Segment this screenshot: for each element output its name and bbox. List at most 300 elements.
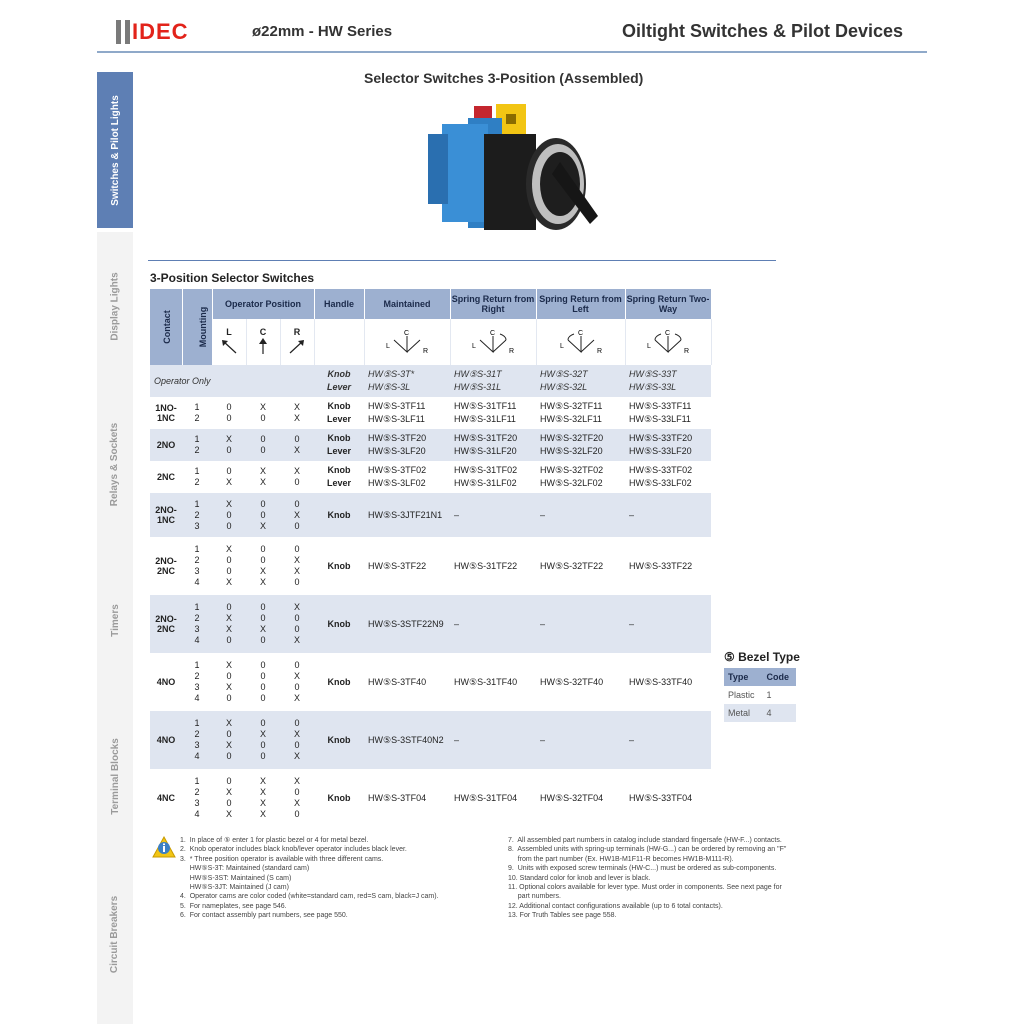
- mounting-cell: [182, 493, 212, 537]
- R-value: 0: [294, 544, 300, 554]
- L-value: X: [225, 544, 232, 554]
- R-value: X: [293, 509, 300, 520]
- col-spring-right: Spring Return from Right: [450, 289, 536, 319]
- handle-cell: [314, 493, 364, 537]
- R-value: 0: [294, 577, 300, 587]
- spring-left-cell: [536, 461, 625, 493]
- note-line: 2. Knob operator includes black knob/lever operator includes black lever.: [180, 846, 407, 854]
- L-value: 0: [226, 751, 232, 761]
- pos-c-cell: [246, 653, 280, 711]
- C-value: 0: [260, 718, 266, 728]
- svg-text:C: C: [404, 330, 410, 337]
- mounting-value: 3: [194, 520, 200, 531]
- col-spring-left: Spring Return from Left: [536, 289, 625, 319]
- spring-two-cell: HW⑤S-33T HW⑤S-33L: [625, 365, 711, 397]
- C-value: 0: [260, 635, 266, 645]
- note-line: 3. * Three position operator is available with three different cams.: [180, 855, 384, 863]
- C-value: 0: [260, 613, 266, 623]
- spring_left-value: HW⑤S-32LF20: [540, 446, 603, 456]
- spring_right-value: HW⑤S-31TF40: [454, 676, 518, 687]
- spring-two-cell: [625, 653, 711, 711]
- mounting-value: 2: [194, 413, 200, 423]
- note-line: HW⑤S-3ST: Maintained (S cam): [180, 874, 292, 882]
- bezel-type-cell: Metal: [724, 704, 763, 722]
- svg-text:L: L: [647, 343, 651, 350]
- mounting-value: 3: [194, 566, 200, 576]
- R-value: 0: [294, 624, 300, 634]
- mounting-value: 1: [194, 602, 200, 612]
- spring-two-cell: [625, 493, 711, 537]
- R-value: X: [293, 798, 300, 808]
- L-value: X: [225, 434, 232, 444]
- mounting-value: 4: [194, 809, 200, 819]
- spring-two-cell: [625, 461, 711, 493]
- notes-right: [508, 836, 828, 921]
- svg-text:C: C: [577, 330, 583, 337]
- note-line: HW⑤S-3T: Maintained (standard cam): [180, 865, 310, 873]
- side-tab-label: Timers: [109, 603, 121, 637]
- spring-right-cell: [450, 769, 536, 827]
- side-tab-label: Relays & Sockets: [109, 422, 121, 506]
- side-tab-switches[interactable]: [97, 72, 133, 228]
- R-value: X: [293, 566, 300, 576]
- handle-cell: [314, 711, 364, 769]
- svg-text:C: C: [665, 330, 671, 337]
- R-value: X: [293, 445, 300, 455]
- handle-cell: [314, 461, 364, 493]
- diagram-spring-right: [450, 319, 536, 365]
- handle-cell: [314, 397, 364, 429]
- spring-right-cell: [450, 461, 536, 493]
- mounting-value: 2: [194, 477, 200, 487]
- brand-name: IDEC: [132, 19, 189, 44]
- maintained-value: HW⑤S-3STF22N9: [368, 618, 444, 629]
- pos-c-cell: [246, 461, 280, 493]
- product-photo: [422, 104, 632, 242]
- handles-value: Knob: [327, 560, 351, 571]
- spring-left-cell: [536, 769, 625, 827]
- spring-left-cell: [536, 537, 625, 595]
- col-handle: Handle: [314, 289, 364, 319]
- mounting-value: 3: [194, 682, 200, 692]
- handles-value: Knob: [327, 676, 351, 687]
- svg-text:R: R: [509, 348, 515, 355]
- bezel-type-title: ⑤ Bezel Type: [724, 650, 800, 664]
- diagram-maintained: [364, 319, 450, 365]
- R-value: X: [293, 602, 300, 612]
- table-row: [150, 769, 711, 827]
- col-mounting: Mounting: [182, 289, 212, 365]
- bezel-type-cell: Plastic: [728, 690, 755, 700]
- R-value: X: [293, 693, 300, 703]
- maintained-value: HW⑤S-3STF40N2: [368, 734, 444, 745]
- spring_right-value: HW⑤S-31TF04: [454, 792, 518, 803]
- svg-text:R: R: [684, 348, 690, 355]
- L-value: X: [225, 682, 232, 692]
- spring_right-value: HW⑤S-31LF11: [454, 414, 516, 424]
- mounting-cell: [182, 461, 212, 493]
- L-value: X: [225, 613, 232, 623]
- position-diagram-icon: [643, 326, 693, 356]
- spring_left-value: HW⑤S-32LF02: [540, 478, 603, 488]
- pos-l-cell: [212, 653, 246, 711]
- maintained-cell: [364, 653, 450, 711]
- mounting-value: 1: [194, 776, 200, 786]
- pos-c-cell: [246, 493, 280, 537]
- spring_two-value: HW⑤S-33LF11: [629, 414, 691, 424]
- mounting-cell: [182, 537, 212, 595]
- spring_left-value: –: [540, 618, 546, 629]
- L-value: 0: [226, 602, 232, 612]
- spring-right-cell: [450, 595, 536, 653]
- R-value: X: [293, 729, 300, 739]
- C-value: X: [259, 787, 266, 797]
- C-value: 0: [260, 434, 266, 444]
- mounting-value: 3: [194, 798, 200, 808]
- R-value: 0: [294, 740, 300, 750]
- pos-r-cell: [280, 429, 314, 461]
- pos-r-cell: [280, 537, 314, 595]
- maintained-value: HW⑤S-3JTF21N1: [368, 509, 443, 520]
- spring-left-cell: [536, 397, 625, 429]
- mounting-value: 1: [194, 718, 200, 728]
- maintained-value: HW⑤S-3LF11: [368, 414, 425, 424]
- C-value: 0: [260, 660, 266, 670]
- mounting-cell: [182, 429, 212, 461]
- contact-cell: 1NO- 1NC: [150, 397, 182, 429]
- mounting-value: 4: [194, 577, 200, 587]
- logo-mark: [116, 20, 130, 44]
- side-tab-label: Display Lights: [109, 271, 121, 341]
- spring_right-value: HW⑤S-31TF11: [454, 401, 517, 411]
- C-value: X: [259, 477, 266, 487]
- mounting-value: 4: [194, 693, 200, 703]
- spring_two-value: HW⑤S-33LF20: [629, 446, 692, 456]
- C-value: X: [259, 624, 266, 634]
- operator-only-label: Operator Only: [150, 365, 314, 397]
- bezel-col-code: Code: [763, 668, 796, 686]
- svg-text:R: R: [596, 348, 602, 355]
- L-value: X: [225, 477, 232, 487]
- operator-only-row: [150, 365, 711, 397]
- mounting-value: 2: [194, 729, 200, 739]
- note-line: HW⑤S-3JT: Maintained (J cam): [180, 884, 289, 892]
- pos-c-cell: [246, 595, 280, 653]
- pos-c-cell: [246, 397, 280, 429]
- L-value: 0: [226, 566, 232, 576]
- spring_right-value: HW⑤S-31TF22: [454, 560, 518, 571]
- position-diagram-icon: [556, 326, 606, 356]
- contact-cell: 2NC: [150, 461, 182, 493]
- C-value: X: [259, 729, 266, 739]
- handle-cell: [314, 653, 364, 711]
- handles-value: Knob: [327, 734, 351, 745]
- side-tab-terminal-blocks[interactable]: [97, 736, 133, 816]
- C-value: 0: [260, 445, 266, 455]
- C-value: 0: [260, 555, 266, 565]
- spring-right-cell: [450, 653, 536, 711]
- pos-l-cell: [212, 493, 246, 537]
- maintained-cell: [364, 769, 450, 827]
- handles-value: Knob: [327, 792, 351, 803]
- mounting-value: 1: [194, 660, 200, 670]
- position-diagram-icon: [468, 326, 518, 356]
- L-value: 0: [226, 671, 232, 681]
- C-value: 0: [260, 671, 266, 681]
- spring_two-value: –: [629, 509, 635, 520]
- C-value: 0: [260, 509, 266, 520]
- note-line: part numbers.: [508, 893, 561, 901]
- table-row: [150, 429, 711, 461]
- mounting-value: 4: [194, 635, 200, 645]
- note-line: 13. For Truth Tables see page 558.: [508, 912, 617, 920]
- spring-left-cell: HW⑤S-32T HW⑤S-32L: [536, 365, 625, 397]
- C-value: X: [259, 402, 266, 412]
- col-operator-position: Operator Position: [212, 289, 314, 319]
- L-value: X: [225, 809, 232, 819]
- mounting-value: 2: [194, 445, 200, 455]
- pos-c-header: C: [246, 319, 280, 365]
- maintained-value: HW⑤S-3TF02: [368, 465, 427, 475]
- spring_right-value: –: [454, 509, 460, 520]
- mounting-value: 4: [194, 751, 200, 761]
- R-value: 0: [294, 787, 300, 797]
- spring_left-value: HW⑤S-32TF02: [540, 465, 604, 475]
- maintained-cell: [364, 461, 450, 493]
- pos-c-cell: [246, 711, 280, 769]
- handle-cell: [314, 769, 364, 827]
- page-header: [0, 0, 1024, 54]
- spring-left-cell: [536, 493, 625, 537]
- note-line: 11. Optional colors available for lever type. Must order in components. See next page for: [508, 884, 782, 892]
- diagram-spring-two-way: [625, 319, 711, 365]
- pos-l-cell: [212, 595, 246, 653]
- mounting-value: 2: [194, 613, 200, 623]
- pos-c-cell: [246, 429, 280, 461]
- handles-value: Knob: [327, 401, 351, 411]
- handle-cell: [314, 429, 364, 461]
- bezel-code-cell: 1: [766, 690, 772, 700]
- C-value: 0: [260, 498, 266, 509]
- L-value: 0: [226, 520, 232, 531]
- C-value: 0: [260, 693, 266, 703]
- col-maintained: Maintained: [364, 289, 450, 319]
- L-value: 0: [226, 402, 232, 412]
- R-value: 0: [294, 434, 300, 444]
- notes-left: [180, 836, 500, 921]
- note-line: from the part number (Ex. HW1B-M1F11-R becomes HW1B-M111-R).: [508, 855, 734, 863]
- pos-l-header: L: [212, 319, 246, 365]
- maintained-value: HW⑤S-3LF20: [368, 446, 426, 456]
- mounting-cell: [182, 711, 212, 769]
- maintained-cell: [364, 493, 450, 537]
- R-value: 0: [294, 613, 300, 623]
- maintained-cell: [364, 429, 450, 461]
- handles-value: Knob: [327, 433, 351, 443]
- L-value: X: [225, 660, 232, 670]
- warning-icon: [152, 836, 176, 858]
- svg-text:C: C: [490, 330, 496, 337]
- L-value: 0: [226, 798, 232, 808]
- L-value: 0: [226, 776, 232, 786]
- L-value: 0: [226, 445, 232, 455]
- spring-left-cell: [536, 429, 625, 461]
- series-label: ø22mm - HW Series: [252, 23, 393, 40]
- R-value: X: [293, 671, 300, 681]
- pos-l-cell: [212, 429, 246, 461]
- maintained-value: HW⑤S-3TF22: [368, 560, 427, 571]
- L-value: 0: [226, 635, 232, 645]
- spring-two-cell: [625, 429, 711, 461]
- note-line: 1. In place of ⑤ enter 1 for plastic bezel or 4 for metal bezel.: [180, 837, 369, 844]
- pos-c-cell: [246, 537, 280, 595]
- spring_left-value: HW⑤S-32TF22: [540, 560, 604, 571]
- handles-value: Lever: [326, 478, 352, 488]
- side-tab-label: Terminal Blocks: [109, 737, 121, 815]
- C-value: X: [259, 798, 266, 808]
- note-line: 9. Units with exposed screw terminals (HW-C...) must be ordered as sub-components.: [508, 865, 777, 873]
- side-tab-display-lights[interactable]: [97, 268, 133, 344]
- svg-text:L: L: [386, 343, 390, 350]
- spring-right-cell: [450, 493, 536, 537]
- maintained-cell: [364, 537, 450, 595]
- side-tab-relays[interactable]: [97, 424, 133, 504]
- C-value: X: [259, 466, 266, 476]
- mounting-value: 1: [194, 434, 200, 444]
- pos-l-cell: [212, 769, 246, 827]
- handle-diagram-blank: [314, 319, 364, 365]
- R-value: 0: [294, 809, 300, 819]
- handles-value: Knob: [327, 618, 351, 629]
- mounting-value: 1: [194, 498, 200, 509]
- note-line: 5. For nameplates, see page 546.: [180, 902, 287, 910]
- C-value: X: [259, 520, 266, 531]
- spring_two-value: HW⑤S-33TF04: [629, 792, 693, 803]
- mounting-value: 3: [194, 740, 200, 750]
- main-title: Selector Switches 3-Position (Assembled): [364, 70, 644, 86]
- contact-cell: 2NO- 1NC: [150, 493, 182, 537]
- R-value: 0: [294, 477, 300, 487]
- spring_two-value: HW⑤S-33TF40: [629, 676, 693, 687]
- C-value: 0: [260, 740, 266, 750]
- L-value: X: [225, 498, 232, 509]
- maintained-cell: [364, 397, 450, 429]
- spring_left-value: HW⑤S-32TF20: [540, 433, 604, 443]
- mounting-value: 3: [194, 624, 200, 634]
- svg-text:L: L: [472, 343, 476, 350]
- note-line: 8. Assembled units with spring-up terminals (HW-G...) can be ordered by removing an "F": [508, 846, 787, 854]
- col-contact: Contact: [150, 289, 182, 365]
- mounting-value: 1: [194, 402, 200, 412]
- R-value: 0: [294, 520, 300, 531]
- mounting-value: 1: [194, 466, 200, 476]
- L-value: 0: [226, 729, 232, 739]
- spring_left-value: –: [540, 509, 546, 520]
- C-value: 0: [260, 544, 266, 554]
- spring-two-cell: [625, 711, 711, 769]
- spring-right-cell: HW⑤S-31T HW⑤S-31L: [450, 365, 536, 397]
- pos-r-cell: [280, 493, 314, 537]
- side-tab-timers[interactable]: [97, 600, 133, 640]
- L-value: X: [225, 787, 232, 797]
- C-value: X: [259, 776, 266, 786]
- note-line: 7. All assembled part numbers in catalog include standard fingersafe (HW-F...) contacts.: [508, 837, 782, 844]
- mounting-value: 2: [194, 787, 200, 797]
- mounting-value: 2: [194, 555, 200, 565]
- spring_two-value: HW⑤S-33TF20: [629, 433, 693, 443]
- pos-l-cell: [212, 711, 246, 769]
- maintained-cell: [364, 711, 450, 769]
- section-title: 3-Position Selector Switches: [150, 271, 315, 285]
- note-line: 10. Standard color for knob and lever is black.: [508, 874, 651, 882]
- R-value: X: [293, 635, 300, 645]
- spring_left-value: –: [540, 734, 546, 745]
- mounting-cell: [182, 595, 212, 653]
- spring-right-cell: [450, 397, 536, 429]
- arrow-up-icon: [253, 337, 273, 355]
- pos-r-cell: [280, 461, 314, 493]
- C-value: 0: [260, 751, 266, 761]
- mounting-value: 1: [194, 544, 200, 554]
- col-spring-two: Spring Return Two-Way: [625, 289, 711, 319]
- table-row: [150, 537, 711, 595]
- handles-value: Lever: [326, 446, 352, 456]
- L-value: X: [225, 740, 232, 750]
- L-value: X: [225, 718, 232, 728]
- L-value: 0: [226, 466, 232, 476]
- spring_two-value: HW⑤S-33TF11: [629, 401, 692, 411]
- C-value: X: [259, 566, 266, 576]
- R-value: 0: [294, 682, 300, 692]
- C-value: X: [259, 809, 266, 819]
- mounting-value: 2: [194, 671, 200, 681]
- table-row: [150, 493, 711, 537]
- maintained-value: HW⑤S-3LF02: [368, 478, 426, 488]
- spring_left-value: HW⑤S-32TF11: [540, 401, 603, 411]
- handles-value: Lever: [326, 414, 352, 424]
- bezel-col-type: Type: [724, 668, 763, 686]
- table-row: [150, 653, 711, 711]
- spring-right-cell: [450, 537, 536, 595]
- table-row: [150, 397, 711, 429]
- arrow-up-right-icon: [287, 337, 307, 355]
- pos-l-cell: [212, 397, 246, 429]
- spring_two-value: –: [629, 618, 635, 629]
- L-value: 0: [226, 693, 232, 703]
- R-value: X: [293, 466, 300, 476]
- spring_right-value: HW⑤S-31TF20: [454, 433, 518, 443]
- contact-cell: 2NO- 2NC: [150, 537, 182, 595]
- pos-r-cell: [280, 595, 314, 653]
- maintained-value: HW⑤S-3TF40: [368, 676, 427, 687]
- side-tab-circuit-breakers[interactable]: [97, 894, 133, 974]
- spring-left-cell: [536, 653, 625, 711]
- mounting-cell: [182, 653, 212, 711]
- bezel-code-cell: 4: [763, 704, 796, 722]
- selector-switch-table: [150, 289, 712, 827]
- spring_left-value: HW⑤S-32TF04: [540, 792, 604, 803]
- spring_left-value: HW⑤S-32TF40: [540, 676, 604, 687]
- contact-cell: 2NO- 2NC: [150, 595, 182, 653]
- spring_two-value: –: [629, 734, 635, 745]
- contact-cell: 4NO: [150, 711, 182, 769]
- side-tabs: [97, 72, 133, 1024]
- page-title: Oiltight Switches & Pilot Devices: [622, 21, 904, 41]
- side-tab-label: Switches & Pilot Lights: [109, 94, 121, 206]
- spring_right-value: HW⑤S-31TF02: [454, 465, 518, 475]
- spring-two-cell: [625, 397, 711, 429]
- R-value: X: [293, 402, 300, 412]
